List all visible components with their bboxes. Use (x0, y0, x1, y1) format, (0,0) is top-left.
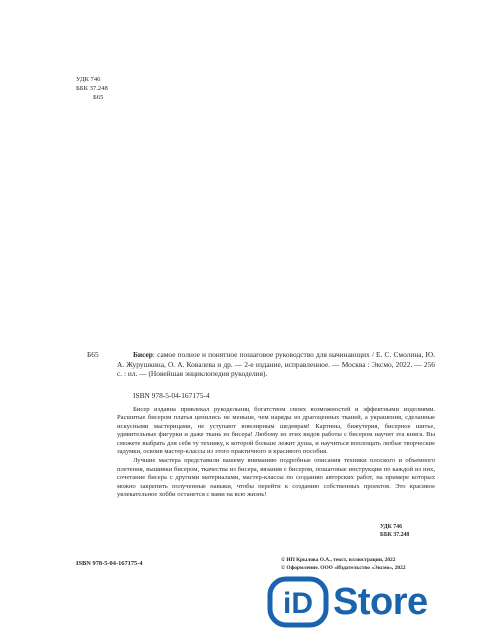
annotation (117, 406, 435, 500)
copyright-line-1: © ИП Крылова О.А., текст, иллюстрации, 2022 (281, 557, 396, 563)
bbk-code-bottom: ББК 37.248 (380, 532, 410, 538)
id-badge-icon (267, 576, 329, 628)
book-title: Бисер (133, 350, 153, 359)
author-sign-inline: Б65 (87, 350, 99, 359)
author-sign: Б65 (93, 94, 104, 101)
logo-mark-text: iD (283, 587, 313, 620)
copyright-block (281, 556, 406, 572)
bibliographic-record (87, 350, 435, 379)
isbn-record: ISBN 978-5-04-167175-4 (133, 391, 210, 400)
description-text: : самое полное и понятное пошаговое руководство для начинающих / Е. С. Смолина, Ю. А. Журушкина, О. А. Ковалева и др. — 2-е издание, исправленное. — Москва : Эксмо, 2022. — 256 с. : ил. — (Новейшая энциклопедия рукоделия). (117, 350, 435, 379)
classification-codes-bottom (380, 523, 409, 539)
udk-code: УДК 746 (76, 76, 101, 83)
store-watermark-logo (267, 576, 481, 628)
udk-code-bottom: УДК 746 (380, 524, 403, 530)
copyright-line-2: © Оформление. ООО «Издательство «Эксмо», 2022 (281, 565, 406, 571)
isbn-footer: ISBN 978-5-04-167175-4 (76, 560, 143, 567)
bibliographic-description (117, 350, 435, 379)
classification-codes-top (76, 75, 108, 102)
annotation-paragraph-2: Лучшие мастера представили вашему вниманию подробные описания техники плоского и объемного плетения, вышивки бисером, ткачества из бисера, вязания с бисером, пошаговые инструкции по каждой из них, сочетание бисера с другими материалами, мастер-классы по созданию авторских работ, на примере которых можно закрепить полученные навыки, чтобы перейти к созданию собственных проектов. Это красивое увлекательное хобби останется с вами на всю жизнь! (117, 457, 435, 499)
logo-wordmark: Store (333, 581, 428, 623)
bbk-code: ББК 37.248 (76, 85, 108, 92)
annotation-paragraph-1: Бисер издавна привлекал рукодельниц богатством своих возможностей и эффектными изделиями. Расшитые бисером платья ценились не меньше, чем наряды из драгоценных тканей, а украшения, сделанные искусными мастерицами, не уступают ювелирным шедеврам! Картины, бижутерия, бисерное шитье, удивительные фигурки и даже ткань из бисера! Любому из этих видов работы с бисером научит эта книга. Вы сможете выбрать для себя ту технику, к которой больше лежит душа, и научиться воплощать любые творческие задумки, освоив мастер-классы из этого практичного и красивого пособия. (117, 406, 435, 456)
